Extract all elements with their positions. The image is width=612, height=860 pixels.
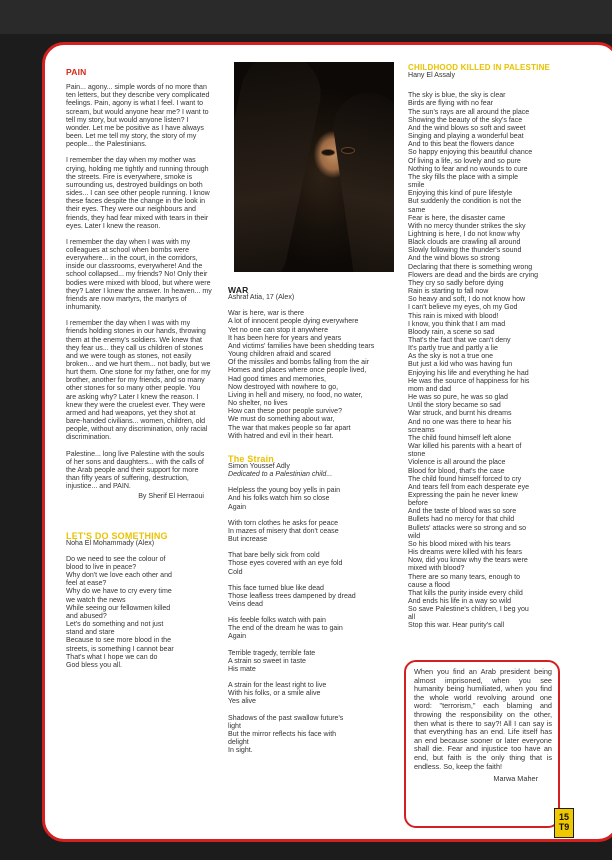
quote-author: Marwa Maher (493, 774, 538, 784)
photo-scarf-right (329, 88, 394, 272)
photo-eye-left (322, 150, 334, 155)
strain-stanza-3: That bare belly sick from cold Those eyes covered with an eye fold Cold (228, 552, 343, 576)
column-left (66, 68, 212, 670)
pain-paragraph-5: Palestine... long live Palestine with the souls of her sons and daughters... with the calls of the Arab people and their support for more than fifty years of suffering, destruction, injustice... and PAIN. (66, 450, 205, 491)
photo-child-face (234, 62, 394, 272)
strain-stanza-1: Helpless the young boy yells in pain And his folks watch him so close Again (228, 487, 341, 511)
column-right (408, 64, 558, 631)
strain-stanza-5: His feeble folks watch with pain The end of the dream he was to gain Again (228, 617, 343, 641)
page-number-badge (554, 808, 574, 838)
strain-author: Simon Youssef Adly (228, 462, 290, 470)
page-number-top: 15 (558, 812, 569, 822)
page-top-bar (0, 0, 612, 34)
quote-text: When you find an Arab president being almost imprisoned, when you see humanity being humiliated, when you find the whole world revolving around one word: "terrorism," each blaming and throwing the responsibility on the other, then what is there to say?! All I can say is that everything has an end. Life itself has an end because sooner or later everyone shall die. Fear and injustice too have an end, but faith is the only thing that is endless. So, keep the faith! (414, 667, 552, 771)
strain-stanza-6: Terrible tragedy, terrible fate A strain so sweet in taste His mate (228, 649, 316, 673)
lets-do-author: Noha El Mohammady (Alex) (66, 539, 155, 547)
strain-stanza-8: Shadows of the past swallow future's light But the mirror reflects his face with delight In sight. (228, 714, 344, 755)
lets-do-title: LET'S DO SOMETHING (66, 530, 168, 541)
strain-title: The Strain (228, 453, 275, 464)
pain-paragraph-2: I remember the day when my mother was crying, holding me tightly and running through the streets. Fire is everywhere, smoke is surrounding us, destroyed buildings on both sides... I can see other people running. I know these faces despite the change in the look in their eyes. They were our neighbours and friends, they had fear mixed with tears in their eyes. Later I knew the reason. (66, 157, 210, 230)
childhood-title: CHILDHOOD KILLED IN PALESTINE (408, 63, 551, 72)
lets-do-body: Do we need to see the colour of blood to live in peace? Why don't we love each other and feel at ease? Why do we have to cry every time we watch the news While seeing our fellowmen killed and abused? Let's do something and not just stand and stare Because to see more blood in the streets, is something I cannot bear That's what I hope we can do God bless you all. (66, 555, 174, 669)
pain-byline: By Sherif El Herraoui (138, 493, 204, 501)
war-title: WAR (228, 285, 249, 295)
war-author: Ashraf Atia, 17 (Alex) (228, 294, 295, 302)
strain-stanza-4: This face turned blue like dead Those leafless trees dampened by dread Veins dead (228, 584, 356, 608)
photo-scarf-left (234, 62, 328, 272)
quote-box (404, 660, 560, 828)
photo-eye-right (342, 148, 354, 153)
page-number-bottom: T9 (558, 822, 570, 832)
war-body: War is here, war is there A lot of innocent people dying everywhere Yet no one can stop it anywhere It has been here for years and years And victims' families have been shedding tears Young children afraid and scared Of the missiles and bombs falling from the air Homes and places where once people lived, Had good times and memories, Now destroyed with nowhere to go, Living in hell and misery, no food, no water, No shelter, no lives How can these poor people survive? We must do something about war, The war that makes people so far apart With hatred and evil in their heart. (228, 310, 375, 440)
strain-stanza-7: A strain for the least right to live With his folks, or a smile alive Yes alive (228, 682, 327, 706)
pain-paragraph-3: I remember the day when I was with my colleagues at school when bombs were everywhere... in the court, in the corridors, inside our classrooms, everywhere! And the school collapsed... my friends? No! Only their bodies were mixed with blood, but where were they? Later I knew the answer. In heaven... my friends are now martyrs, the martyrs of inhumanity. (66, 238, 212, 312)
childhood-author: Hany El Assaly (408, 72, 455, 80)
pain-title: PAIN (66, 67, 87, 77)
childhood-body: The sky is blue, the sky is clear Birds are flying with no fear The sun's rays are all around the place Showing the beauty of the sky's face And the wind blows so soft and sweet Singing and playing a wonderful beat And to this beat the flowers dance So happy enjoying this beautiful chance Of living a life, so lovely and so pure Nothing to fear and no wounds to cure The sky fills the place with a simple smile Enjoying this kind of pure lifestyle But suddenly the condition is not the same Fear is here, the disaster came With no mercy thunder strikes the sky Lightning is here, I do not know why Black clouds are crawling all around Slowly following the thunder's sound And the wind blows so strong Declaring that there is something wrong Flowers are dead and the birds are crying They cry so sadly before dying Rain is starting to fall now So heavy and soft, I do not know how I can't believe my eyes, oh my God This rain is mixed with blood! I know, you think that I am mad Bloody rain, a scene so sad That's the fact that we can't deny It's partly true and partly a lie As the sky is not a true one But just a kid who was having fun Enjoying his life and everything he had He was the source of happiness for his mom and dad He was so pure, he was so glad Until the story became so sad War struck, and burnt his dreams And no one was there to hear his screams The child found himself left alone War killed his parents with a heart of stone Violence is all around the place Blood for blood, that's the case The child found himself forced to cry And tears fell from each desperate eye Expressing the pain he never knew before And the taste of blood was so sore Bullets had no mercy for that child Bullets' attacks were so strong and so wild So his blood mixed with his tears His dreams were killed with his fears Now, did you know why the tears were mixed with blood? There are so many tears, enough to cause a flood That kills the purity inside every child And ends his life in a way so wild So save Palestine's children, I beg you all Stop this war. Hear purity's call (408, 92, 539, 630)
strain-dedication: Dedicated to a Palestinian child... (228, 471, 333, 479)
pain-paragraph-4: I remember the day when I was with my friends holding stones in our hands, throwing them at the enemy's soldiers. We knew that they fear us... they call us children of stones and we were tough as stones, not easily broken... and we hurt them... not badly, but we hurt them. One stone for my father, one for my brother, another for my friends, and so many other stones for so many other people. You are asking why? Later I knew the reason. I knew they were the cruelest ever. They were armed and had weapons, yet they shot at bare-handed civilians... women, children, old people, without any discrimination, only racial discrimination. (66, 320, 211, 442)
column-middle (228, 286, 396, 755)
strain-stanza-2: With torn clothes he asks for peace In mazes of misery that don't cease But increase (228, 519, 339, 544)
pain-paragraph-1: Pain... agony... simple words of no more than ten letters, but they describe very complicated feelings. Pain, agony is what I feel. I want to scream, but would anyone hear me? I want to tell my story, but would anyone listen? I wonder. Let me be positive as I have always been. Let me tell my story, the story of my people... the Palestinians. (66, 84, 210, 149)
